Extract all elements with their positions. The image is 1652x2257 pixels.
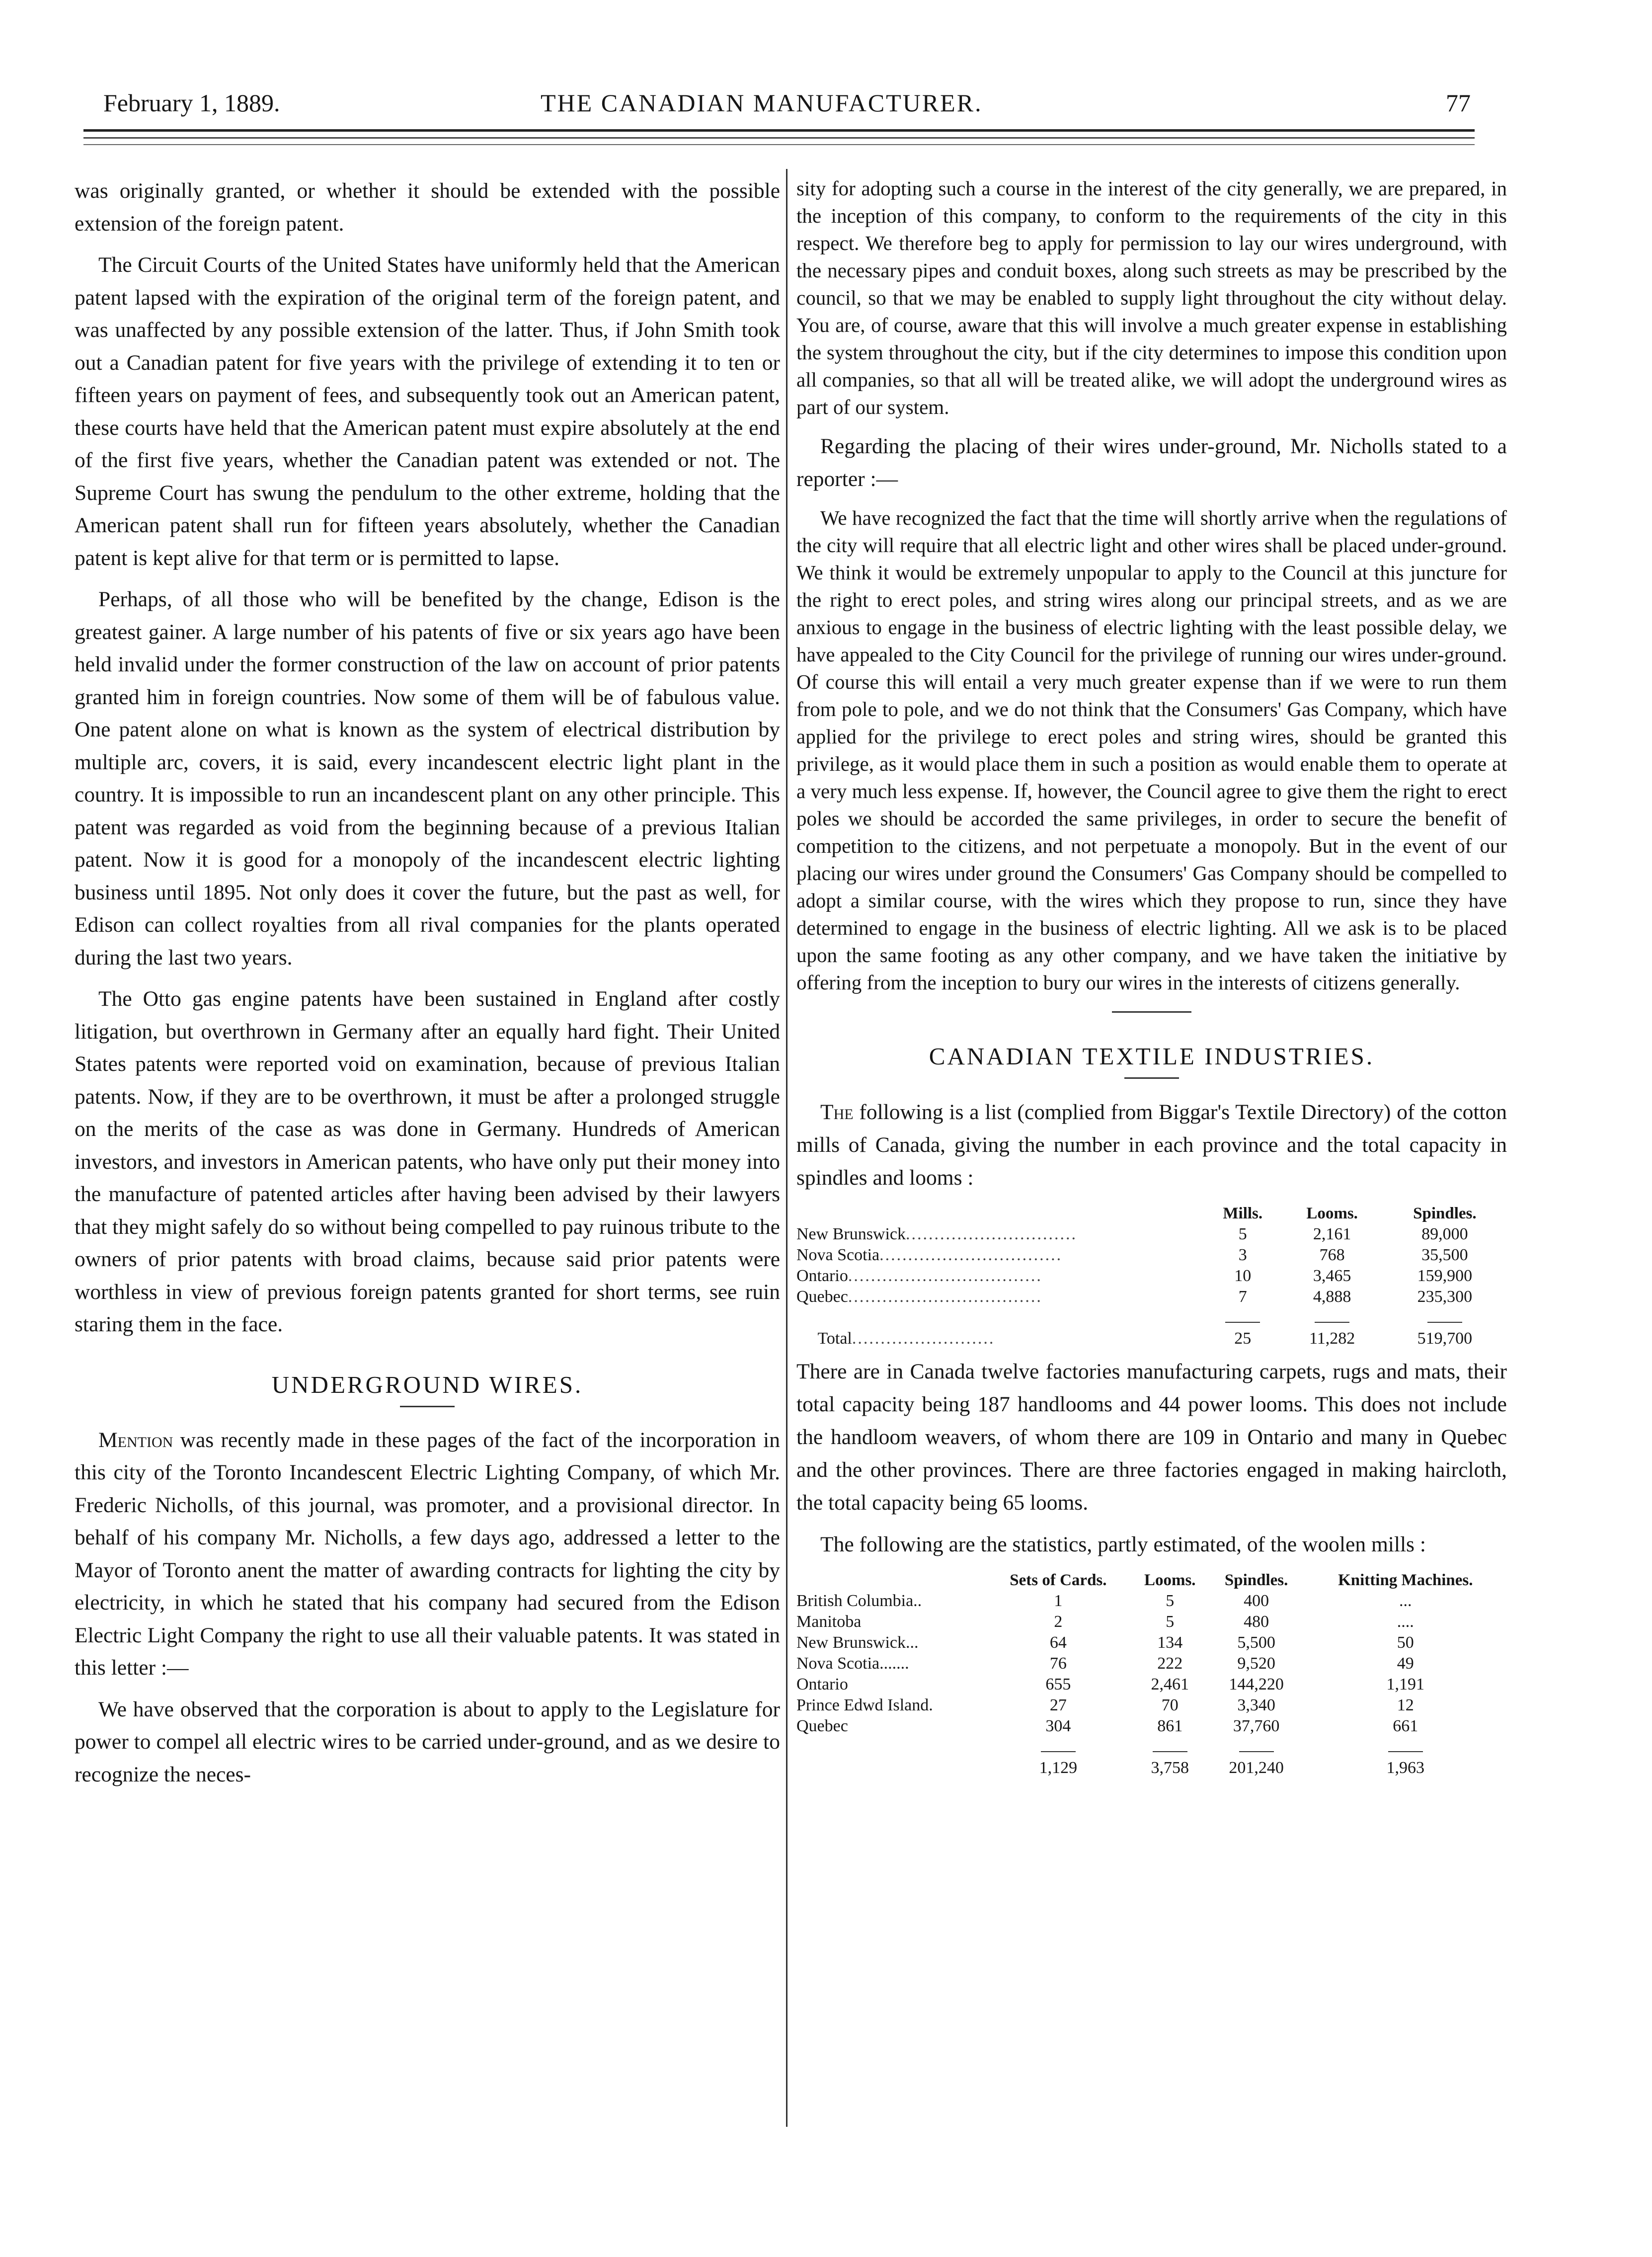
table-total-row	[796, 1328, 1507, 1349]
spindles-cell: 9,520	[1237, 1654, 1275, 1673]
province-name: New Brunswick	[796, 1225, 906, 1243]
cotton-mills-table	[796, 1203, 1507, 1349]
province-name: Ontario	[796, 1675, 848, 1693]
table-row	[796, 1224, 1507, 1245]
cards-cell: 76	[1049, 1654, 1067, 1673]
looms-cell: 2,461	[1151, 1675, 1189, 1693]
knitting-cell: 49	[1397, 1654, 1414, 1673]
sum-rule	[1153, 1751, 1187, 1752]
section-heading-textile: CANADIAN TEXTILE INDUSTRIES.	[929, 1043, 1375, 1070]
section-rule	[400, 1406, 455, 1407]
column-header: Mills.	[1223, 1205, 1263, 1222]
table-header-row	[796, 1570, 1507, 1591]
section-heading-underground-wires: UNDERGROUND WIRES.	[271, 1370, 583, 1398]
column-header: Looms.	[1144, 1571, 1196, 1589]
paragraph	[796, 1096, 1507, 1194]
dot-leader: ..............................	[906, 1225, 1078, 1243]
journal-title: THE CANADIAN MANUFACTURER.	[541, 89, 983, 117]
looms-total: 3,758	[1151, 1759, 1189, 1777]
column-header: Spindles.	[1413, 1205, 1477, 1222]
paragraph	[75, 1424, 780, 1685]
table-row	[796, 1695, 1507, 1716]
province-name: Quebec	[796, 1288, 848, 1306]
province-name: British Columbia..	[796, 1592, 922, 1610]
page-number: 77	[1446, 89, 1471, 117]
paragraph-text: was recently made in these pages of the fact of the incorporation in this city of the Toronto Incandescent Electric Lighting Company, of which Mr. Frederic Nicholls, of this journal, was promoter, and a provisional director. In behalf of his company Mr. Nicholls, a few days ago, addressed a letter to the Mayor of Toronto anent the matter of awarding contracts for lighting the city by electricity, in which he stated that his company had secured from the Edison Electric Light Company the right to use all their valuable patents. It was stated in this letter :—	[75, 1428, 780, 1680]
sum-rule	[1388, 1751, 1423, 1752]
spindles-total: 201,240	[1229, 1759, 1284, 1777]
cards-cell: 304	[1045, 1717, 1071, 1735]
header-rule	[83, 144, 1475, 145]
column-header: Spindles.	[1224, 1571, 1288, 1589]
lead-word: The	[820, 1100, 854, 1124]
knitting-cell: 661	[1393, 1717, 1418, 1735]
issue-date: February 1, 1889.	[103, 89, 280, 117]
province-name: Ontario	[796, 1267, 848, 1285]
sum-rule-row	[796, 1307, 1507, 1328]
knitting-cell: 50	[1397, 1633, 1414, 1652]
table-row	[796, 1716, 1507, 1737]
looms-cell: 222	[1157, 1654, 1183, 1673]
sum-rule	[1315, 1322, 1349, 1323]
sum-rule	[1427, 1322, 1462, 1323]
lead-word: Mention	[98, 1428, 173, 1452]
spindles-cell: 235,300	[1417, 1288, 1473, 1306]
spindles-cell: 37,760	[1233, 1717, 1280, 1735]
dot-leader: ................................	[879, 1246, 1063, 1264]
cards-cell: 64	[1049, 1633, 1067, 1652]
paragraph: We have observed that the corporation is about to apply to the Legislature for power to compel all electric wires to be carried under-ground, and as we desire to recognize the neces-	[75, 1697, 780, 1786]
paragraph: Perhaps, of all those who will be benefited by the change, Edison is the greatest gainer. A large number of his patents of five or six years ago have been held invalid under the former construction of the law on account of prior patents granted him in foreign countries. Now some of them will be of fabulous value. One patent alone on what is known as the system of electrical distribution by multiple arc, covers, it is said, every incandescent electric light plant in the country. It is impossible to run an incandescent plant on any other principle. This patent was regarded as void from the beginning because of a previous Italian patent. Now it is good for a monopoly of the incandescent electric lighting business until 1895. Not only does it cover the future, but the past as well, for Edison can collect royalties from all rival companies for the plants operated during the last two years.	[75, 587, 780, 969]
province-name: Quebec	[796, 1717, 848, 1735]
looms-cell: 3,465	[1313, 1267, 1351, 1285]
looms-cell: 5	[1166, 1612, 1175, 1631]
spindles-cell: 480	[1244, 1612, 1269, 1631]
cards-cell: 655	[1045, 1675, 1071, 1693]
sum-rule	[1225, 1322, 1260, 1323]
knitting-cell: ...	[1399, 1592, 1412, 1610]
right-column	[796, 175, 1507, 1778]
paragraph: There are in Canada twelve factories manufacturing carpets, rugs and mats, their total capacity being 187 handlooms and 44 power looms. This does not include the handloom weavers, of whom there are 109 in Ontario and many in Quebec and the other provinces. There are three factories engaged in making haircloth, the total capacity being 65 looms.	[796, 1360, 1507, 1515]
paragraph: The following are the statistics, partly estimated, of the woolen mills :	[820, 1532, 1426, 1556]
table-row	[796, 1632, 1507, 1653]
knitting-total: 1,963	[1386, 1759, 1425, 1777]
province-name: New Brunswick...	[796, 1633, 919, 1652]
province-name: Nova Scotia.......	[796, 1654, 909, 1673]
mills-cell: 7	[1238, 1288, 1247, 1306]
spindles-cell: 144,220	[1229, 1675, 1284, 1693]
table-row	[796, 1591, 1507, 1612]
sum-rule	[1239, 1751, 1274, 1752]
sum-rule	[1041, 1751, 1076, 1752]
looms-cell: 5	[1166, 1592, 1175, 1610]
header-rule	[83, 129, 1475, 132]
spindles-cell: 35,500	[1421, 1246, 1468, 1264]
table-row	[796, 1266, 1507, 1287]
spindles-cell: 89,000	[1421, 1225, 1468, 1243]
spindles-cell: 3,340	[1237, 1696, 1275, 1714]
woolen-mills-table	[796, 1570, 1507, 1778]
page-header	[83, 88, 1475, 123]
province-name: Nova Scotia	[796, 1246, 880, 1264]
province-name: Manitoba	[796, 1612, 862, 1631]
column-header: Looms.	[1306, 1205, 1358, 1222]
looms-cell: 861	[1157, 1717, 1183, 1735]
table-row	[796, 1674, 1507, 1695]
paragraph: The Circuit Courts of the United States have uniformly held that the American patent lapsed with the expiration of the original term of the foreign patent, and was unaffected by any possible extension of the latter. Thus, if John Smith took out a Canadian patent for five years with the privilege of extending it to ten or fifteen years on payment of fees, and subsequently took out an American patent, these courts have held that the American patent must expire absolutely at the end of the first five years, whether the Canadian patent was extended or not. The Supreme Court has swung the pendulum to the other extreme, holding that the American patent shall run for fifteen years absolutely, whether the Canadian patent is kept alive for that term or is permitted to lapse.	[75, 253, 780, 570]
spindles-cell: 159,900	[1417, 1267, 1473, 1285]
dot-leader: ..................................	[848, 1267, 1042, 1285]
province-name: Prince Edwd Island.	[796, 1696, 933, 1714]
table-row	[796, 1287, 1507, 1307]
table-total-row	[796, 1758, 1507, 1778]
paragraph: sity for adopting such a course in the interest of the city generally, we are prepared, in the inception of this company, to conform to the requirements of the city in this respect. We therefore beg to apply for permission to lay our wires underground, with the necessary pipes and conduit boxes, along such streets as may be prescribed by the council, so that we may be enabled to supply light throughout the city without delay. You are, of course, aware that this will involve a much greater expense in establishing the system throughout the city, but if the city determines to impose this condition upon all companies, so that all will be treated alike, we will adopt the underground wires as part of our system.	[796, 177, 1507, 418]
column-divider	[786, 169, 787, 2127]
paragraph: Regarding the placing of their wires under-ground, Mr. Nicholls stated to a reporter :—	[796, 434, 1507, 491]
sum-rule-row	[796, 1737, 1507, 1758]
mills-cell: 3	[1238, 1246, 1247, 1264]
table-row	[796, 1653, 1507, 1674]
dot-leader: ..................................	[848, 1288, 1042, 1306]
paragraph: The Otto gas engine patents have been sustained in England after costly litigation, but overthrown in Germany after an equally hard fight. Their United States patents were reported void on examination, because of previous Italian patents. Now, if they are to be overthrown, it must be after a prolonged struggle on the merits of the case as was done in Germany. Hundreds of American investors, and investors in American patents, who have only put their money into the manufacture of patented articles after having been advised by their lawyers that they might safely do so without being compelled to pay ruinous tribute to the owners of prior patents with broad claims, because said prior patents were worthless in view of previous foreign patents granted for short terms, see ruin staring them in the face.	[75, 987, 780, 1336]
spindles-cell: 400	[1244, 1592, 1269, 1610]
looms-total: 11,282	[1309, 1329, 1355, 1348]
looms-cell: 2,161	[1313, 1225, 1351, 1243]
knitting-cell: 12	[1397, 1696, 1414, 1714]
table-header-row	[796, 1203, 1507, 1224]
looms-cell: 134	[1157, 1633, 1183, 1652]
mills-cell: 5	[1238, 1225, 1247, 1243]
cards-cell: 1	[1054, 1592, 1063, 1610]
looms-cell: 70	[1161, 1696, 1179, 1714]
dot-leader: .........................	[852, 1329, 995, 1348]
total-label: Total	[817, 1329, 852, 1348]
column-header: Knitting Machines.	[1338, 1571, 1473, 1589]
header-rule	[83, 137, 1475, 139]
section-separator	[1112, 1011, 1191, 1013]
spindles-total: 519,700	[1417, 1329, 1473, 1348]
section-rule	[1124, 1077, 1179, 1079]
cards-cell: 2	[1054, 1612, 1063, 1631]
table-row	[796, 1245, 1507, 1266]
left-column	[75, 175, 780, 1800]
cards-total: 1,129	[1039, 1759, 1078, 1777]
paragraph-text: following is a list (complied from Biggar's Textile Directory) of the cotton mills of Canada, giving the number in each province and the total capacity in spindles and looms :	[796, 1100, 1507, 1190]
table-row	[796, 1612, 1507, 1632]
knitting-cell: ....	[1397, 1612, 1414, 1631]
cards-cell: 27	[1049, 1696, 1067, 1714]
paragraph: We have recognized the fact that the time will shortly arrive when the regulations of the city will require that all electric light and other wires shall be placed under-ground. We think it would be extremely unpopular to apply to the Council at this juncture for the right to erect poles, and string wires along our principal streets, and as we are anxious to engage in the business of electric lighting with the least possible delay, we have appealed to the City Council for the privilege of running our wires under-ground. Of course this will entail a very much greater expense than if we were to run them from pole to pole, and we do not think that the Consumers' Gas Company, which have applied for the privilege to erect poles and string wires, should be granted this privilege, as it would place them in such a position as would enable them to operate at a very much less expense. If, however, the Council agree to give them the right to erect poles we should be accorded the same privileges, in order to secure the benefit of competition to the citizens, and not perpetuate a monopoly. But in the event of our placing our wires under ground the Consumers' Gas Company should be compelled to adopt a similar course, with the wires which they propose to run, since they have determined to engage in the business of electric lighting. All we ask is to be placed upon the same footing as any other company, and we have taken the initiative by offering from the inception to bury our wires in the interests of citizens generally.	[796, 506, 1507, 994]
mills-total: 25	[1234, 1329, 1252, 1348]
spindles-cell: 5,500	[1237, 1633, 1275, 1652]
mills-cell: 10	[1234, 1267, 1252, 1285]
looms-cell: 768	[1319, 1246, 1345, 1264]
looms-cell: 4,888	[1313, 1288, 1351, 1306]
paragraph: was originally granted, or whether it should be extended with the possible extension of the foreign patent.	[75, 179, 780, 236]
knitting-cell: 1,191	[1386, 1675, 1425, 1693]
column-header: Sets of Cards.	[1010, 1571, 1107, 1589]
